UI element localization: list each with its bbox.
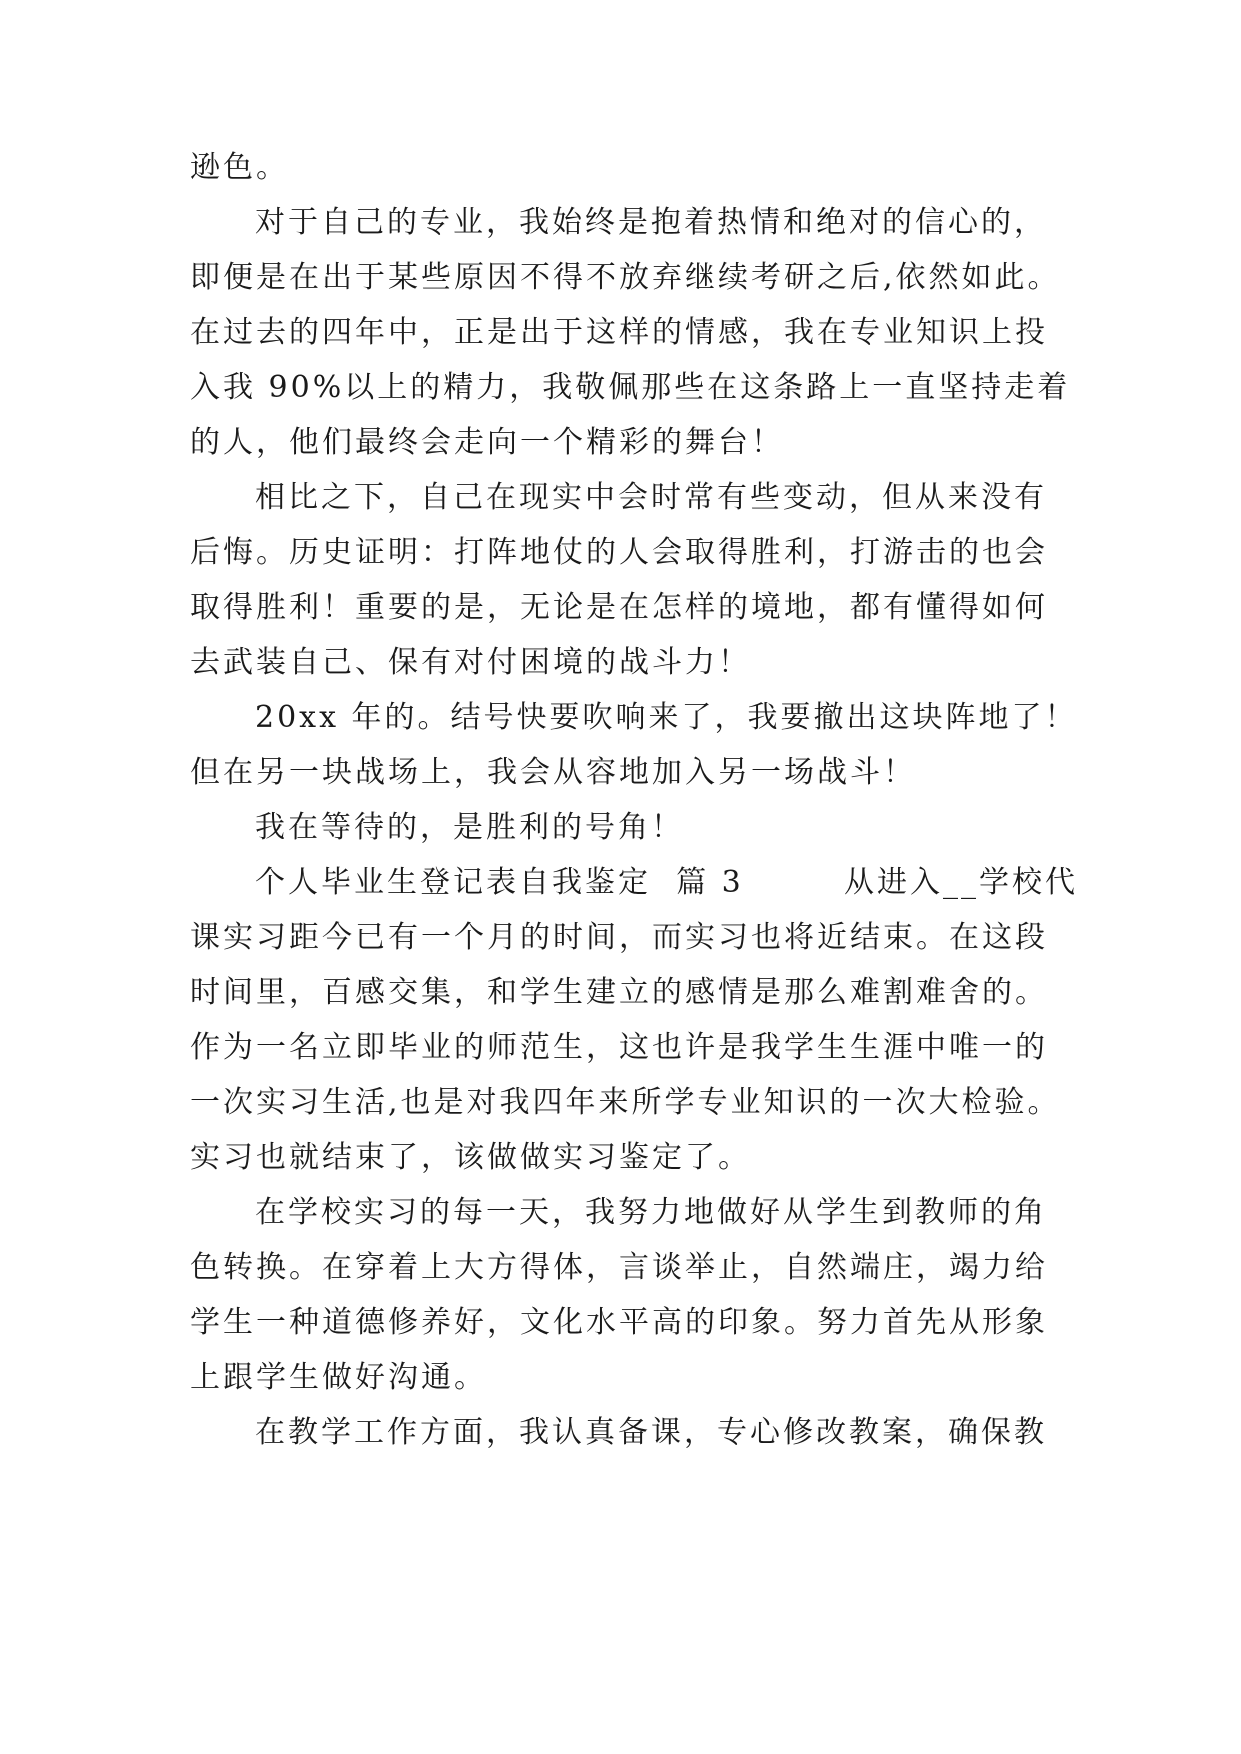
text-line: 对于自己的专业，我始终是抱着热情和绝对的信心的， xyxy=(255,205,1047,240)
section-heading-line: 个人毕业生登记表自我鉴定 篇 3 从进入__学校代 xyxy=(255,865,1078,900)
text-line: 但在另一块战场上，我会从容地加入另一场战斗！ xyxy=(190,755,916,790)
text-line: 上跟学生做好沟通。 xyxy=(190,1360,487,1395)
text-line: 时间里，百感交集，和学生建立的感情是那么难割难舍的。 xyxy=(190,975,1048,1010)
text-line: 后悔。历史证明：打阵地仗的人会取得胜利，打游击的也会 xyxy=(190,535,1048,570)
text-line: 去武装自己、保有对付困境的战斗力！ xyxy=(190,645,751,680)
text-line: 20xx 年的。结号快要吹响来了，我要撤出这块阵地了！ xyxy=(255,700,1078,735)
text-line: 色转换。在穿着上大方得体，言谈举止，自然端庄，竭力给 xyxy=(190,1250,1048,1285)
text-line: 在学校实习的每一天，我努力地做好从学生到教师的角 xyxy=(255,1195,1047,1230)
text-line: 相比之下，自己在现实中会时常有些变动，但从来没有 xyxy=(255,480,1047,515)
text-line: 逊色。 xyxy=(190,150,289,185)
text-line: 的人，他们最终会走向一个精彩的舞台！ xyxy=(190,425,784,460)
text-line: 我在等待的，是胜利的号角！ xyxy=(255,810,684,845)
text-line: 课实习距今已有一个月的时间，而实习也将近结束。在这段 xyxy=(190,920,1048,955)
text-line: 即便是在出于某些原因不得不放弃继续考研之后,依然如此。 xyxy=(190,260,1061,295)
text-line: 作为一名立即毕业的师范生，这也许是我学生生涯中唯一的 xyxy=(190,1030,1048,1065)
text-line: 在过去的四年中，正是出于这样的情感，我在专业知识上投 xyxy=(190,315,1048,350)
text-line: 实习也就结束了，该做做实习鉴定了。 xyxy=(190,1140,751,1175)
text-line: 学生一种道德修养好，文化水平高的印象。努力首先从形象 xyxy=(190,1305,1048,1340)
text-line: 入我 90%以上的精力，我敬佩那些在这条路上一直坚持走着 xyxy=(190,370,1071,405)
text-line: 在教学工作方面，我认真备课，专心修改教案，确保教 xyxy=(255,1415,1047,1450)
text-line: 一次实习生活,也是对我四年来所学专业知识的一次大检验。 xyxy=(190,1085,1061,1120)
text-line: 取得胜利！重要的是，无论是在怎样的境地，都有懂得如何 xyxy=(190,590,1048,625)
